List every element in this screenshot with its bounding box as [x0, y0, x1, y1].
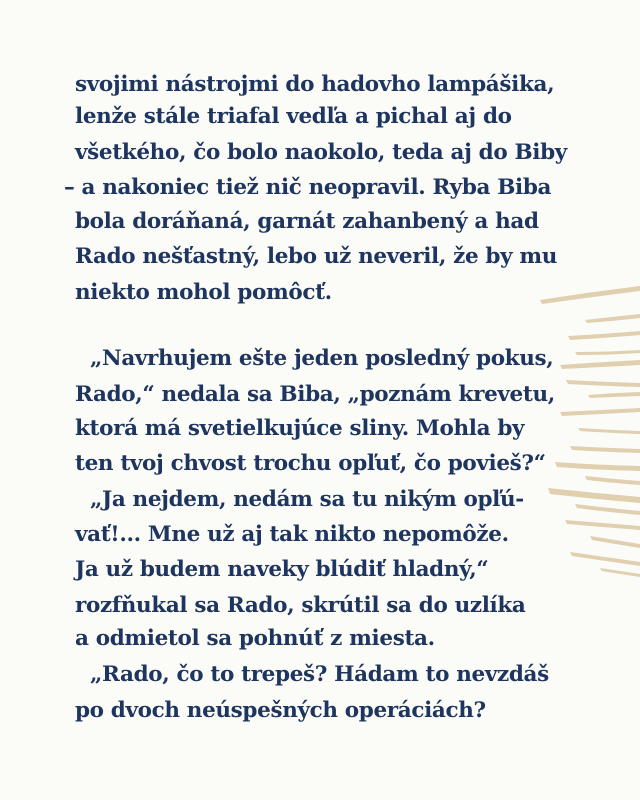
brush-stroke: [560, 408, 640, 416]
text-line: a odmietol sa pohnúť z miesta.: [75, 626, 435, 651]
brush-stroke: [548, 488, 640, 503]
text-line: „Rado, čo to trepeš? Hádam to nevzdáš: [90, 662, 549, 687]
text-line: bola doráňaná, garnát zahanbený a had: [75, 209, 539, 234]
brush-stroke: [555, 462, 640, 471]
brush-stroke: [565, 520, 640, 530]
brush-stroke: [585, 476, 640, 485]
brush-stroke: [575, 504, 640, 515]
text-line: Ja už budem naveky blúdiť hladný,“: [75, 557, 489, 582]
text-line: ktorá má svetielkujúce sliny. Mohla by: [75, 416, 525, 441]
brush-stroke: [590, 536, 640, 548]
text-line: „Navrhujem ešte jeden posledný pokus,: [90, 346, 554, 371]
text-line: „Ja nejdem, nedám sa tu nikým opľú-: [90, 487, 524, 512]
brush-stroke: [568, 331, 640, 340]
brush-stroke: [570, 446, 640, 453]
text-line: – a nakoniec tiež nič neopravil. Ryba Biba: [64, 175, 552, 200]
brush-stroke: [585, 314, 640, 323]
brush-stroke: [566, 380, 640, 387]
text-line: všetkého, čo bolo naokolo, teda aj do Biby: [75, 140, 567, 165]
brush-stroke: [540, 286, 640, 304]
text-line: Rado,“ nedala sa Biba, „poznám krevetu,: [75, 382, 555, 407]
text-line: Rado nešťastný, lebo už neveril, že by mu: [75, 244, 558, 269]
text-line: vať!... Mne už aj tak nikto nepomôže.: [75, 522, 509, 547]
brush-stroke: [600, 568, 640, 577]
brush-stroke: [560, 360, 640, 369]
brush-stroke: [570, 552, 640, 566]
brush-stroke: [575, 350, 640, 355]
text-line: rozfňukal sa Rado, skrútil sa do uzlíka: [75, 593, 526, 618]
text-line: lenže stále triafal vedľa a pichal aj do: [75, 104, 512, 129]
brush-stroke: [578, 428, 640, 434]
text-line: niekto mohol pomôcť.: [75, 280, 332, 305]
brush-stroke: [588, 392, 640, 398]
text-line: svojimi nástrojmi do hadovho lampášika,: [75, 72, 555, 97]
text-line: ten tvoj chvost trochu opľuť, čo povieš?“: [75, 451, 546, 476]
text-line: po dvoch neúspešných operáciách?: [75, 698, 486, 723]
